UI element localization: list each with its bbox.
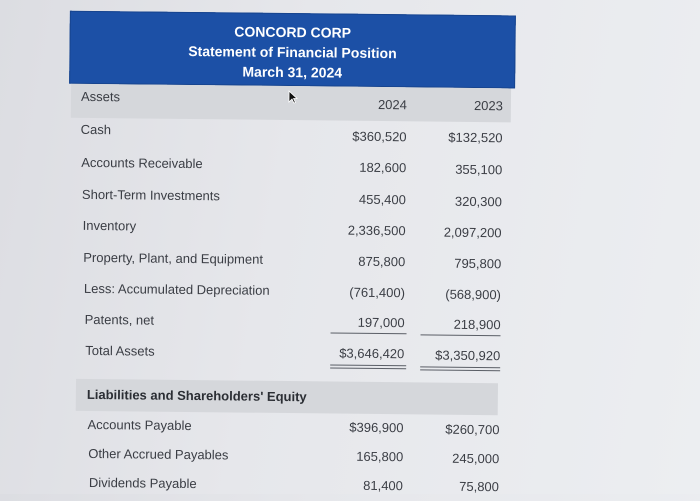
ppe-2024: 875,800 xyxy=(358,253,406,270)
total-double-rule-2023-b xyxy=(420,369,500,371)
column-header-2024: 2024 xyxy=(377,96,408,113)
accumulated-depreciation-2023: (568,900) xyxy=(445,286,502,303)
accounts-payable-2023: $260,700 xyxy=(445,421,500,438)
short-term-investments-2024: 455,400 xyxy=(358,191,407,208)
row-label-property-plant-equipment: Property, Plant, and Equipment xyxy=(83,249,264,267)
short-term-investments-2023: 320,300 xyxy=(454,193,502,210)
patents-2023: 218,900 xyxy=(453,316,501,333)
dividends-payable-2023: 75,800 xyxy=(459,478,500,495)
other-accrued-payables-2023: 245,000 xyxy=(452,450,500,467)
row-label-accounts-receivable: Accounts Receivable xyxy=(81,154,203,172)
row-label-other-accrued-payables: Other Accrued Payables xyxy=(88,445,229,463)
accumulated-depreciation-2024: (761,400) xyxy=(349,284,406,301)
company-name: CONCORD CORP xyxy=(234,23,352,41)
inventory-2024: 2,336,500 xyxy=(347,222,406,239)
row-label-inventory: Inventory xyxy=(82,217,137,234)
patents-2024: 197,000 xyxy=(357,314,405,331)
total-assets-2024: $3,646,420 xyxy=(339,345,405,362)
subtotal-rule-2024 xyxy=(331,332,407,334)
accounts-payable-2024: $396,900 xyxy=(349,419,404,436)
row-label-accumulated-depreciation: Less: Accumulated Depreciation xyxy=(83,280,270,298)
cash-2023: $132,520 xyxy=(448,129,503,146)
total-double-rule-2024-a xyxy=(330,364,406,366)
statement-header xyxy=(69,11,516,89)
liabilities-section-label: Liabilities and Shareholders' Equity xyxy=(86,386,307,405)
total-assets-2023: $3,350,920 xyxy=(435,347,501,364)
other-accrued-payables-2024: 165,800 xyxy=(356,448,404,465)
column-header-2023: 2023 xyxy=(473,97,503,114)
inventory-2023: 2,097,200 xyxy=(443,224,502,241)
accounts-receivable-2024: 182,600 xyxy=(359,159,407,176)
row-label-patents-net: Patents, net xyxy=(84,311,155,328)
dividends-payable-2024: 81,400 xyxy=(363,477,404,494)
mouse-pointer-icon xyxy=(288,90,298,104)
row-label-total-assets: Total Assets xyxy=(85,342,155,359)
total-double-rule-2024-b xyxy=(330,367,406,369)
row-label-dividends-payable: Dividends Payable xyxy=(88,474,197,492)
statement-date: March 31, 2024 xyxy=(242,63,343,81)
total-double-rule-2023-a xyxy=(420,366,500,368)
row-label-cash: Cash xyxy=(80,121,112,138)
ppe-2023: 795,800 xyxy=(454,255,502,272)
assets-section-label: Assets xyxy=(80,88,121,105)
cash-2024: $360,520 xyxy=(352,128,407,145)
statement-title: Statement of Financial Position xyxy=(188,42,397,62)
accounts-receivable-2023: 355,100 xyxy=(455,161,503,178)
subtotal-rule-2023 xyxy=(421,334,501,336)
row-label-accounts-payable: Accounts Payable xyxy=(87,416,192,434)
row-label-short-term-investments: Short-Term Investments xyxy=(81,186,221,204)
